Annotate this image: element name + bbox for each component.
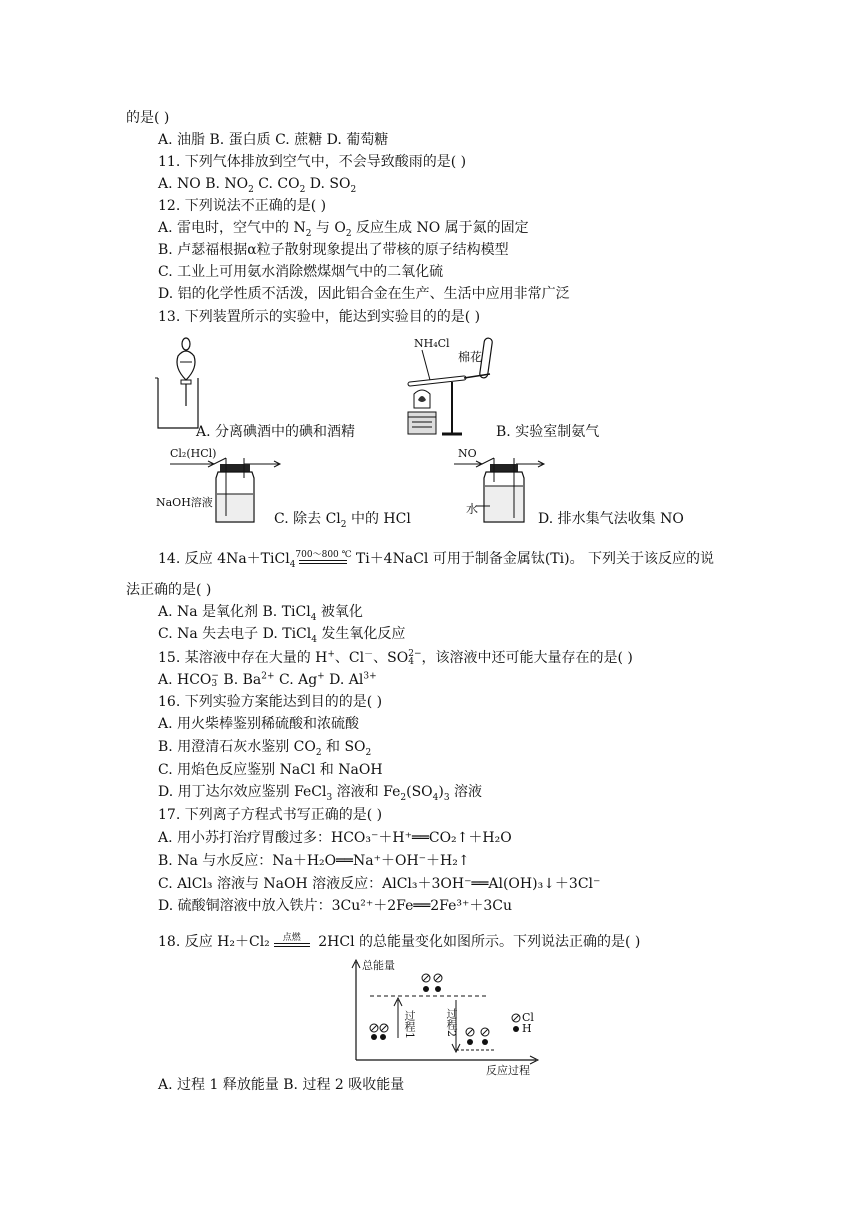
- q12-stem: 12. 下列说法不正确的是( ): [158, 198, 327, 214]
- water-collection-bottle-figure: [450, 456, 550, 526]
- q13-label-water: 水: [466, 502, 479, 516]
- q14-stem: 14. 反应 4Na＋TiCl$_4$ 700～800 ℃ Ti＋4NaCl 可用于制备金属钛(Ti)。 下列关于该反应的说: [158, 550, 715, 570]
- q13-label-nh4cl: NH₄Cl: [414, 337, 450, 350]
- q18-reaction-condition: 点燃: [270, 932, 314, 952]
- q12-option-b: B. 卢瑟福根据α粒子散射现象提出了带核的原子结构模型: [158, 242, 509, 258]
- q13-caption-a: A. 分离碘酒中的碘和酒精: [196, 424, 356, 440]
- q17-option-b: B. Na 与水反应：Na＋H₂O══Na⁺＋OH⁻＋H₂↑: [158, 853, 470, 869]
- energy-y-axis-label: 总能量: [362, 959, 395, 972]
- q16-option-b: B. 用澄清石灰水鉴别 $CO_2$ 和 $SO_2$: [158, 739, 372, 758]
- q17-option-d: D. 硫酸铜溶液中放入铁片：3Cu²⁺＋2Fe══2Fe³⁺＋3Cu: [158, 898, 513, 914]
- q13-label-cl2hcl: Cl₂(HCl): [170, 447, 217, 460]
- q16-option-c: C. 用焰色反应鉴别 NaCl 和 NaOH: [158, 762, 383, 778]
- q18-options: A. 过程 1 释放能量 B. 过程 2 吸收能量: [158, 1077, 405, 1093]
- q11-options: A. NO B. $NO_2$ C. $CO_2$ D. $SO_2$: [158, 176, 357, 195]
- q10-options: A. 油脂 B. 蛋白质 C. 蔗糖 D. 葡萄糖: [158, 132, 389, 148]
- q13-label-cotton: 棉花: [458, 350, 483, 364]
- q16-option-d: D. 用丁达尔效应鉴别 FeCl$_3$ 溶液和 $Fe_2(SO_4)_3$ 溶液: [158, 784, 483, 803]
- gas-washing-bottle-figure: [168, 456, 288, 526]
- q13-caption-d: D. 排水集气法收集 NO: [538, 511, 684, 527]
- q11-stem: 11. 下列气体排放到空气中，不会导致酸雨的是( ): [158, 154, 467, 170]
- q15-stem: 15. 某溶液中存在大量的 H+、Cl－、SO 2− 4 ，该溶液中还可能大量存在的是( ): [158, 649, 633, 667]
- q12-option-c: C. 工业上可用氨水消除燃煤烟气中的二氧化硫: [158, 264, 444, 280]
- q12-option-d: D. 铝的化学性质不活泼，因此铝合金在生产、生活中应用非常广泛: [158, 286, 570, 302]
- energy-x-axis-label: 反应过程: [486, 1064, 530, 1077]
- q12-option-a: A. 雷电时，空气中的 $N_2$ 与 $O_2$ 反应生成 NO 属于氮的固定: [158, 220, 529, 239]
- q18-stem: 18. 反应 H₂＋Cl₂ 点燃 2HCl 的总能量变化如图所示。下列说法正确的是( ): [158, 933, 641, 950]
- q14-options-row1: A. Na 是氧化剂 B. TiCl$_4$ 被氧化: [158, 604, 363, 623]
- q17-option-c: C. AlCl₃ 溶液与 NaOH 溶液反应：AlCl₃＋3OH⁻══Al(OH)₃↓＋3Cl⁻: [158, 876, 601, 892]
- q10-stem-tail: 的是( ): [126, 110, 170, 126]
- q13-label-no: NO: [458, 447, 477, 460]
- q14-reaction-condition: 700～800 ℃: [295, 549, 351, 569]
- q16-stem: 16. 下列实验方案能达到目的的是( ): [158, 694, 383, 710]
- q13-stem: 13. 下列装置所示的实验中，能达到实验目的的是( ): [158, 309, 481, 325]
- energy-process-2-label: 过程2: [445, 1008, 458, 1037]
- q13-label-naoh: NaOH溶液: [156, 496, 213, 509]
- q13-caption-b: B. 实验室制氨气: [496, 424, 600, 440]
- legend-cl-label: Cl: [522, 1011, 534, 1024]
- q14-stem-cont: 法正确的是( ): [126, 582, 212, 598]
- q16-option-a: A. 用火柴棒鉴别稀硫酸和浓硫酸: [158, 716, 360, 732]
- q17-option-a: A. 用小苏打治疗胃酸过多：HCO₃⁻＋H⁺══CO₂↑＋H₂O: [158, 830, 512, 846]
- energy-process-1-label: 过程1: [403, 1010, 416, 1039]
- legend-h-label: H: [522, 1022, 532, 1035]
- q14-options-row2: C. Na 失去电子 D. TiCl$_4$ 发生氧化反应: [158, 626, 406, 645]
- q13-caption-c: C. 除去 $Cl_2$ 中的 HCl: [274, 511, 411, 530]
- q17-stem: 17. 下列离子方程式书写正确的是( ): [158, 807, 383, 823]
- q15-options: A. HCO − 3 B. $Ba^{2+}$ C. Ag+ D. $Al^{3+}$: [158, 671, 377, 689]
